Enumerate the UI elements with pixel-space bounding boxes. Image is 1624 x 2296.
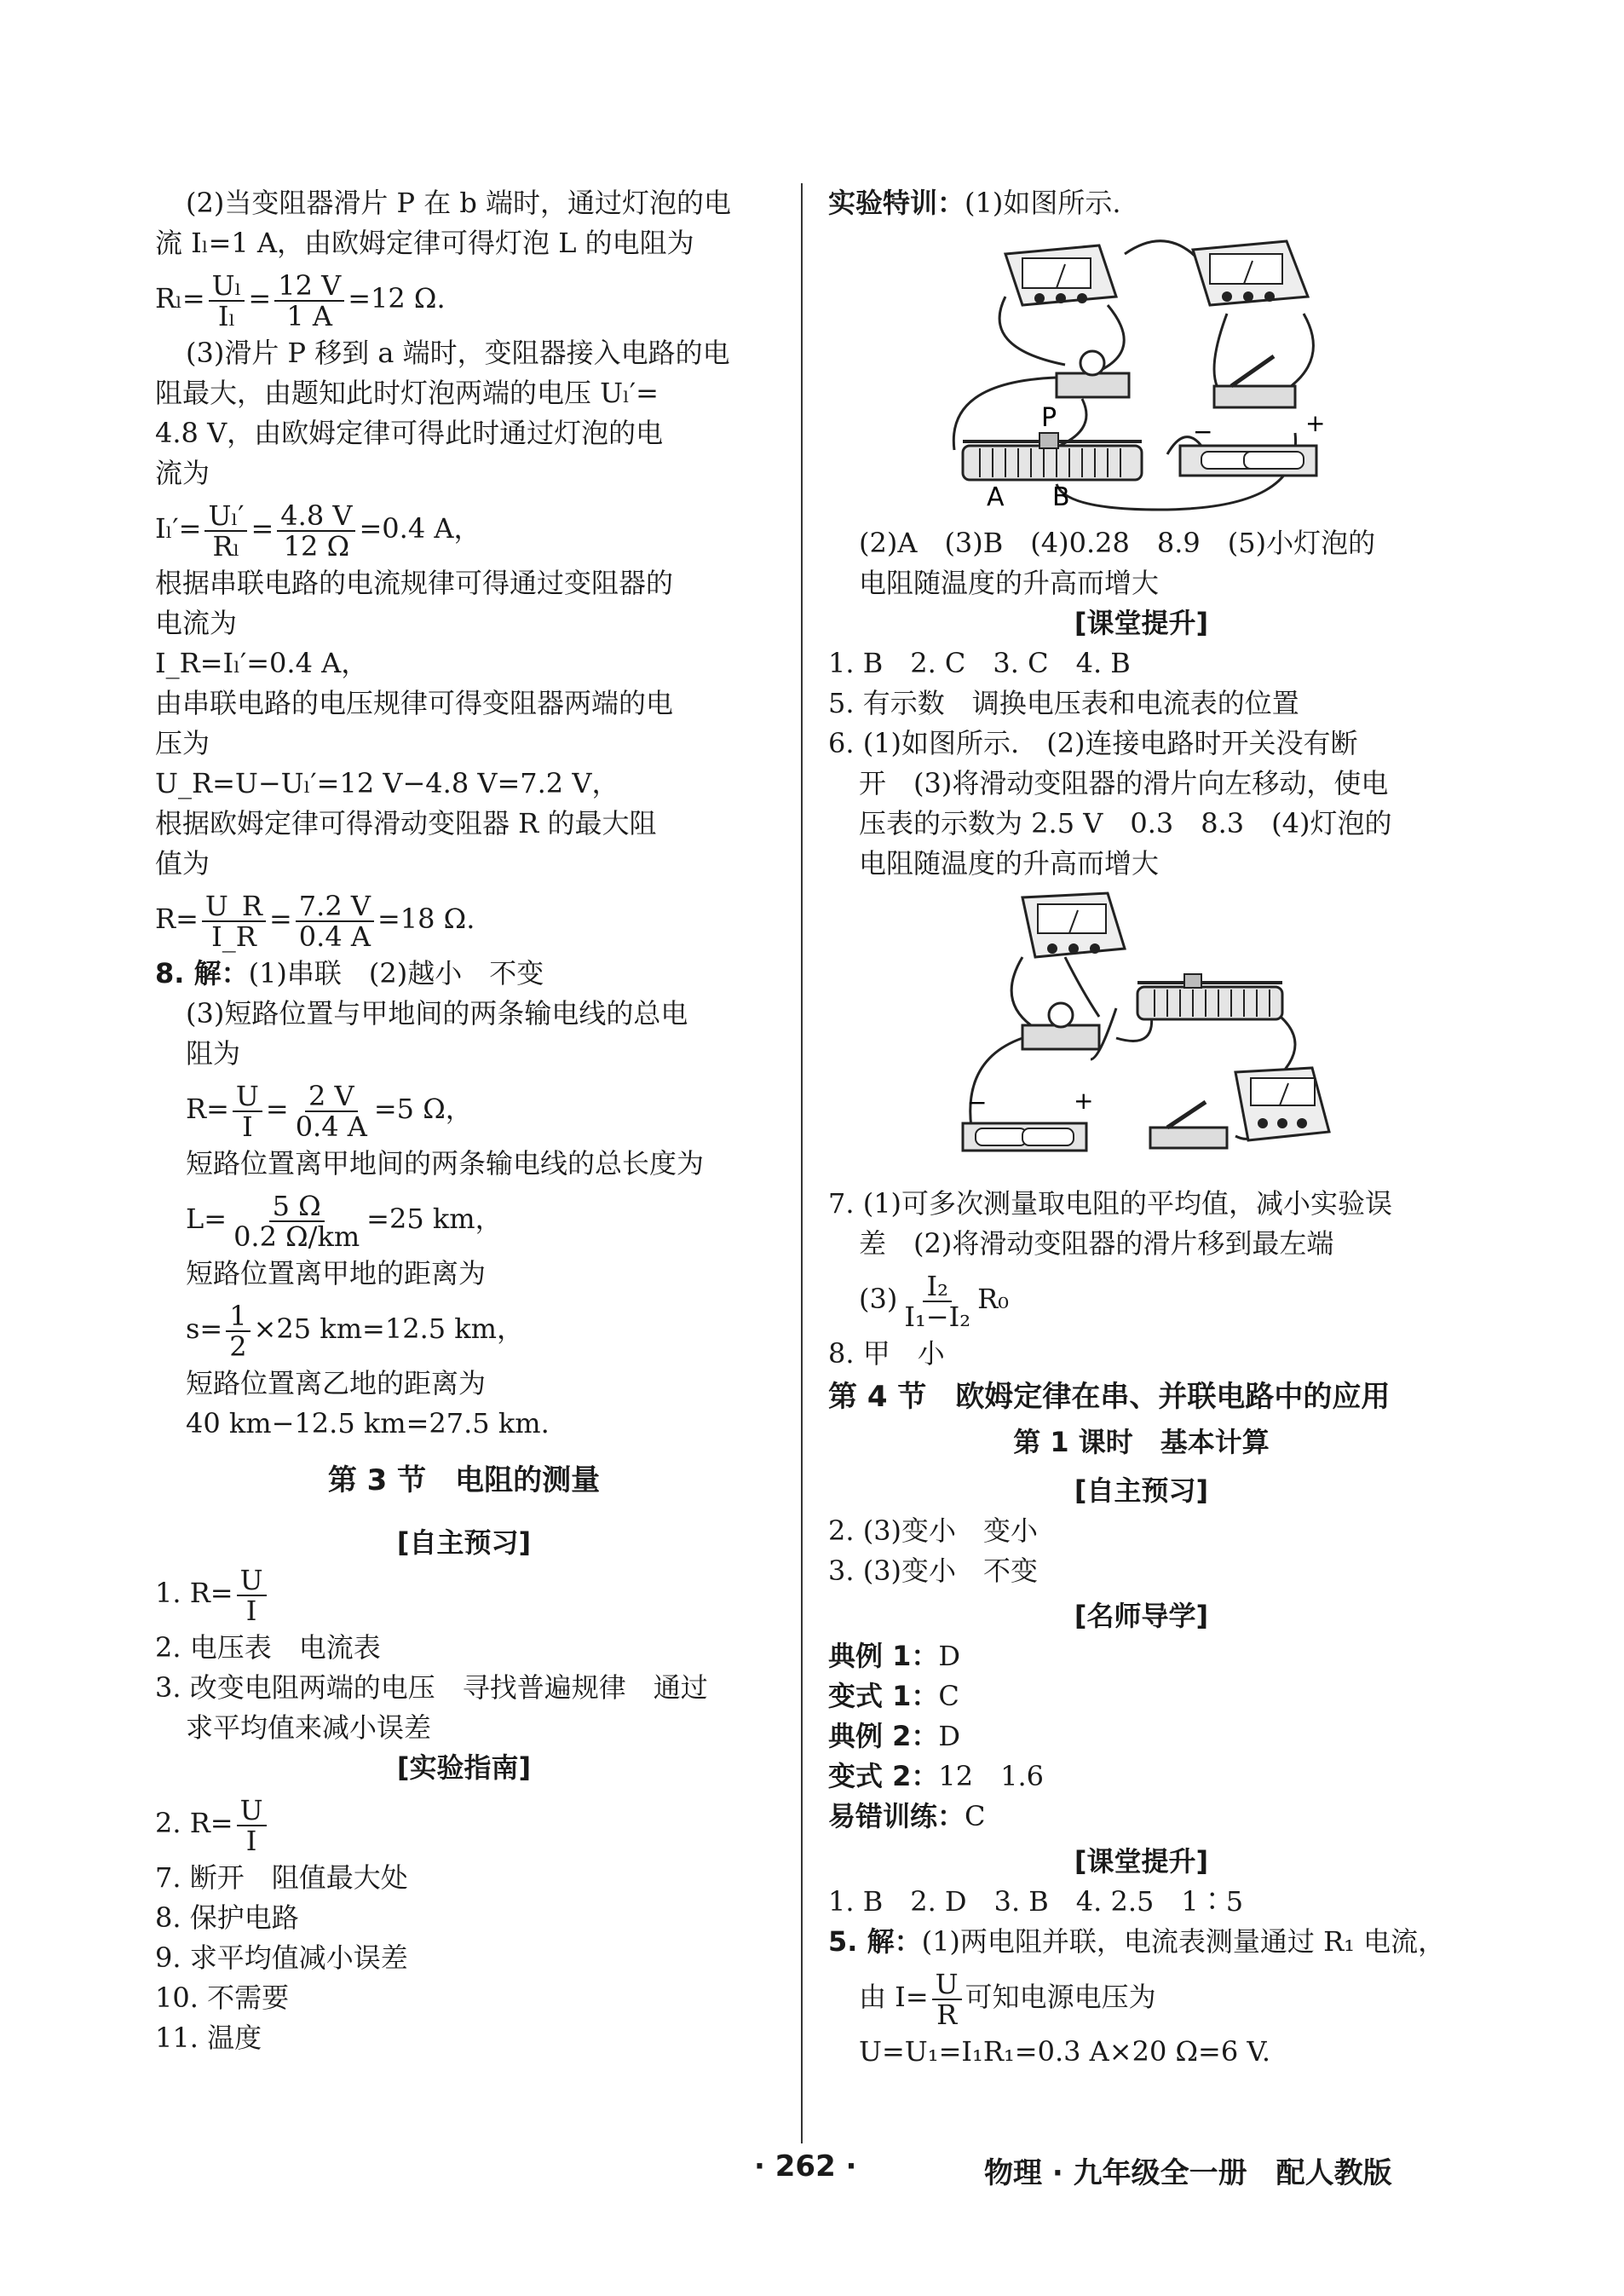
formula-il: Iₗ′= $\frac{\text{Uₗ′}}{\text{Rₗ}}$ = $\frac{4.8 V}{12 \Omega}$ =0.4 A，: [155, 499, 481, 562]
formula-text: =0.4 A，: [359, 512, 481, 545]
circuit-diagram-1: [946, 228, 1338, 518]
formula-text: R=: [186, 1093, 229, 1125]
fraction: [233, 1079, 262, 1143]
formula-r: R= $\frac{U\_R}{I\_R}$ = $\frac{7.2 V}{0.4 A}$ =18 Ω.: [155, 889, 475, 953]
text-line: 2. (3)变小 变小: [828, 1514, 1039, 1547]
page-number: · 262 ·: [754, 2149, 857, 2184]
question-5: [828, 1922, 1454, 1962]
experiment-training: [828, 183, 1454, 223]
denominator: 12 Ω: [283, 529, 350, 562]
numerator: 5 Ω: [269, 1191, 325, 1222]
denominator: 0.4 A: [298, 920, 371, 953]
denominator: I: [245, 1594, 257, 1627]
denominator: 0.4 A: [295, 1110, 367, 1143]
rheostat-icon: [963, 433, 1142, 480]
subsection-heading: [课堂提升]: [1074, 607, 1209, 639]
text-line: 5. 有示数 调换电压表和电流表的位置: [828, 687, 1299, 719]
denominator: 1 A: [286, 299, 333, 332]
column-divider: [801, 183, 803, 2143]
denominator: I₁−I₂: [904, 1300, 971, 1333]
answer-2: 2. 电压表 电流表: [155, 1631, 381, 1664]
text-line: 根据欧姆定律可得滑动变阻器 R 的最大阻: [155, 807, 657, 839]
formula-text: =18 Ω.: [377, 903, 475, 935]
text-line: 1. B 2. D 3. B 4. 2.5 1∶5: [828, 1885, 1244, 1918]
terminal-b-label: B: [1051, 482, 1070, 512]
formula-r-total: R= $\frac{U}{I}$ = $\frac{2 V}{0.4 A}$ =5 Ω，: [186, 1079, 473, 1143]
section-heading: 第 4 节 欧姆定律在串、并联电路中的应用: [828, 1380, 1391, 1414]
text-line: 压表的示数为 2.5 V 0.3 8.3 (4)灯泡的: [859, 807, 1392, 839]
error-training: [828, 1797, 1454, 1837]
numerator: 2 V: [305, 1082, 358, 1112]
circuit-diagram-2: [946, 889, 1338, 1179]
formula-length: [155, 1184, 773, 1254]
fraction: [209, 268, 245, 332]
variant-1: [828, 1676, 1454, 1716]
switch-icon: [1214, 356, 1295, 407]
numerator: Uₗ′: [204, 501, 247, 532]
numerator: U: [237, 1796, 267, 1826]
denominator: 0.2 Ω/km: [233, 1220, 360, 1253]
plus-label: +: [1073, 1087, 1093, 1115]
subsection-heading: [自主预习]: [1074, 1474, 1209, 1507]
text-line: I_R=Iₗ′=0.4 A，: [155, 647, 369, 679]
denominator: Iₗ: [217, 299, 236, 332]
formula-text: (3): [859, 1283, 898, 1315]
fraction: [292, 1079, 371, 1143]
answer-3-cont: 求平均值来减小误差: [186, 1711, 432, 1744]
formula-distance: [155, 1294, 773, 1364]
answer-3: 3. 改变电阻两端的电压 寻找普遍规律 通过: [155, 1671, 708, 1704]
variant-2: [828, 1757, 1454, 1797]
fraction: [237, 1563, 267, 1627]
numerator: 1: [226, 1301, 250, 1332]
question-8: [155, 954, 773, 994]
text-line: 6. (1)如图所示. (2)连接电路时开关没有断: [828, 727, 1358, 759]
numerator: U: [932, 1970, 962, 2000]
formula-text: L=: [186, 1203, 227, 1235]
text-line: 短路位置离甲地间的两条输电线的总长度为: [186, 1147, 705, 1180]
text-line: U=U₁=I₁R₁=0.3 A×20 Ω=6 V.: [859, 2035, 1271, 2068]
text-line: 差 (2)将滑动变阻器的滑片移到最左端: [859, 1227, 1334, 1260]
formula-text: 1. R=: [155, 1577, 233, 1609]
label: 典例 2：: [828, 1720, 939, 1752]
text-line: 电阻随温度的升高而增大: [859, 567, 1160, 599]
terminal-a-label: A: [986, 482, 1005, 512]
numerator: I₂: [923, 1272, 951, 1302]
fraction: [932, 1967, 962, 2031]
subsection-heading: [自主预习]: [396, 1526, 532, 1559]
label: 变式 1：: [828, 1680, 939, 1712]
answer-text: (1)串联 (2)越小 不变: [248, 957, 544, 989]
minus-label: −: [1192, 418, 1212, 446]
formula-text: =12 Ω.: [348, 282, 446, 314]
guide-11: 11. 温度: [155, 2022, 262, 2054]
text-line: 3. (3)变小 不变: [828, 1555, 1039, 1587]
label: 典例 1：: [828, 1640, 939, 1672]
answer-text: D: [938, 1640, 961, 1672]
formula-text: 由 I=: [859, 1981, 929, 2013]
denominator: R: [936, 1998, 958, 2031]
voltmeter-icon: [1005, 245, 1116, 305]
formula-text: ×25 km=12.5 km，: [253, 1312, 525, 1345]
subsection-heading: [课堂提升]: [1074, 1845, 1209, 1878]
formula-text: 2. R=: [155, 1807, 233, 1839]
text-line: 由串联电路的电压规律可得变阻器两端的电: [155, 687, 674, 719]
fraction: [274, 268, 344, 332]
text-line: (3)短路位置与甲地间的两条输电线的总电: [186, 997, 688, 1030]
text-line: 短路位置离甲地的距离为: [186, 1257, 487, 1289]
fraction: [277, 501, 355, 561]
text-line: 电流为: [155, 607, 238, 639]
guide-10: 10. 不需要: [155, 1982, 290, 2014]
switch-icon: [1150, 1102, 1227, 1148]
guide-8: 8. 保护电路: [155, 1901, 299, 1934]
formula-text: Rₗ=: [155, 282, 205, 314]
fraction: [237, 1793, 267, 1857]
ammeter-icon: [1193, 241, 1308, 305]
text-line: 8. 甲 小: [828, 1337, 945, 1370]
battery-icon: [963, 1123, 1086, 1151]
voltmeter-icon: [1022, 893, 1125, 957]
text-line: 压为: [155, 727, 210, 759]
answer-text: 12 1.6: [938, 1760, 1045, 1792]
formula-text: R₀: [977, 1283, 1009, 1315]
text-line: 开 (3)将滑动变阻器的滑片向左移动，使电: [859, 767, 1389, 799]
answer-text: D: [938, 1720, 961, 1752]
battery-icon: [1180, 446, 1316, 476]
question-label: 8. 解：: [155, 957, 249, 989]
fraction: [226, 1301, 250, 1361]
text-line: 流 Iₗ=1 A，由欧姆定律可得灯泡 L 的电阻为: [155, 227, 694, 259]
fraction: [204, 501, 247, 561]
answer-text: C: [965, 1800, 986, 1832]
text-line: 1. B 2. C 3. C 4. B: [828, 647, 1131, 679]
numerator: 4.8 V: [277, 501, 355, 532]
text-line: 流为: [155, 457, 210, 489]
question-label: 5. 解：: [828, 1925, 922, 1958]
example-1: [828, 1636, 1454, 1676]
text-line: 电阻随温度的升高而增大: [859, 847, 1160, 880]
label: 易错训练：: [828, 1800, 965, 1832]
numerator: Uₗ: [209, 271, 245, 302]
answer-text: (1)两电阻并联，电流表测量通过 R₁ 电流，: [921, 1925, 1446, 1958]
formula-text: =25 km，: [366, 1203, 503, 1235]
fraction: [202, 891, 266, 951]
text-line: 根据串联电路的电流规律可得通过变阻器的: [155, 567, 674, 599]
text-line: 阻为: [186, 1037, 241, 1070]
denominator: I: [245, 1824, 257, 1857]
fraction: [901, 1269, 974, 1333]
text-line: 4.8 V，由欧姆定律可得此时通过灯泡的电: [155, 417, 664, 449]
denominator: Rₗ: [212, 529, 240, 562]
text-line: U_R=U−Uₗ′=12 V−4.8 V=7.2 V，: [155, 767, 619, 799]
subsection-heading: [名师导学]: [1074, 1600, 1209, 1632]
right-column: [828, 183, 1454, 2072]
subsection-heading: [实验指南]: [396, 1751, 532, 1784]
ammeter-icon: [1235, 1068, 1329, 1140]
answer-text: (1)如图所示.: [965, 187, 1121, 219]
minus-label: −: [966, 1088, 987, 1116]
section-heading: 第 3 节 电阻的测量: [327, 1463, 601, 1497]
text-line: 40 km−12.5 km=27.5 km.: [186, 1407, 550, 1439]
formula-text: 可知电源电压为: [965, 1981, 1156, 2013]
formula-rl: Rₗ= $\frac{\text{Uₗ}}{\text{Iₗ}}$ = $\frac{12 V}{1 A}$ =12 Ω.: [155, 268, 446, 332]
rheostat-icon: [1137, 974, 1282, 1019]
label: 变式 2：: [828, 1760, 939, 1792]
formula-ohm: [828, 1962, 1454, 2032]
lesson-heading: 第 1 课时 基本计算: [1013, 1426, 1270, 1458]
text-line: 7. (1)可多次测量取电阻的平均值，减小实验误: [828, 1187, 1393, 1220]
answer-1: [155, 1558, 773, 1628]
denominator: I_R: [211, 920, 256, 953]
guide-2: [155, 1788, 773, 1858]
answer-text: C: [938, 1680, 959, 1712]
book-title: 物理 · 九年级全一册 配人教版: [984, 2156, 1392, 2190]
numerator: 12 V: [274, 271, 344, 302]
numerator: U: [233, 1082, 262, 1112]
left-column: [155, 183, 773, 2058]
text-line: (2)当变阻器滑片 P 在 b 端时，通过灯泡的电: [186, 187, 732, 219]
slider-label: P: [1040, 403, 1057, 433]
text-line: 短路位置离乙地的距离为: [186, 1367, 487, 1399]
guide-9: 9. 求平均值减小误差: [155, 1941, 408, 1974]
formula-text: R=: [155, 903, 199, 935]
plus-label: +: [1304, 409, 1325, 437]
text-line: 值为: [155, 847, 210, 880]
numerator: U_R: [202, 891, 266, 922]
formula-text: Iₗ′=: [155, 512, 202, 545]
numerator: 7.2 V: [296, 891, 374, 922]
text-line: (2)A (3)B (4)0.28 8.9 (5)小灯泡的: [859, 527, 1376, 559]
light-bulb-icon: [1022, 1003, 1099, 1049]
formula-text: =5 Ω，: [373, 1093, 473, 1125]
formula-ratio: [828, 1264, 1454, 1334]
numerator: U: [237, 1566, 267, 1596]
denominator: I: [242, 1110, 253, 1143]
guide-7: 7. 断开 阻值最大处: [155, 1861, 408, 1894]
text-line: (3)滑片 P 移到 a 端时，变阻器接入电路的电: [186, 337, 730, 369]
fraction: [230, 1191, 363, 1251]
formula-text: s=: [186, 1312, 223, 1345]
label: 实验特训：: [828, 187, 965, 219]
denominator: 2: [229, 1330, 247, 1363]
example-2: [828, 1716, 1454, 1757]
fraction: [296, 891, 374, 951]
text-line: 阻最大，由题知此时灯泡两端的电压 Uₗ′=: [155, 377, 659, 409]
